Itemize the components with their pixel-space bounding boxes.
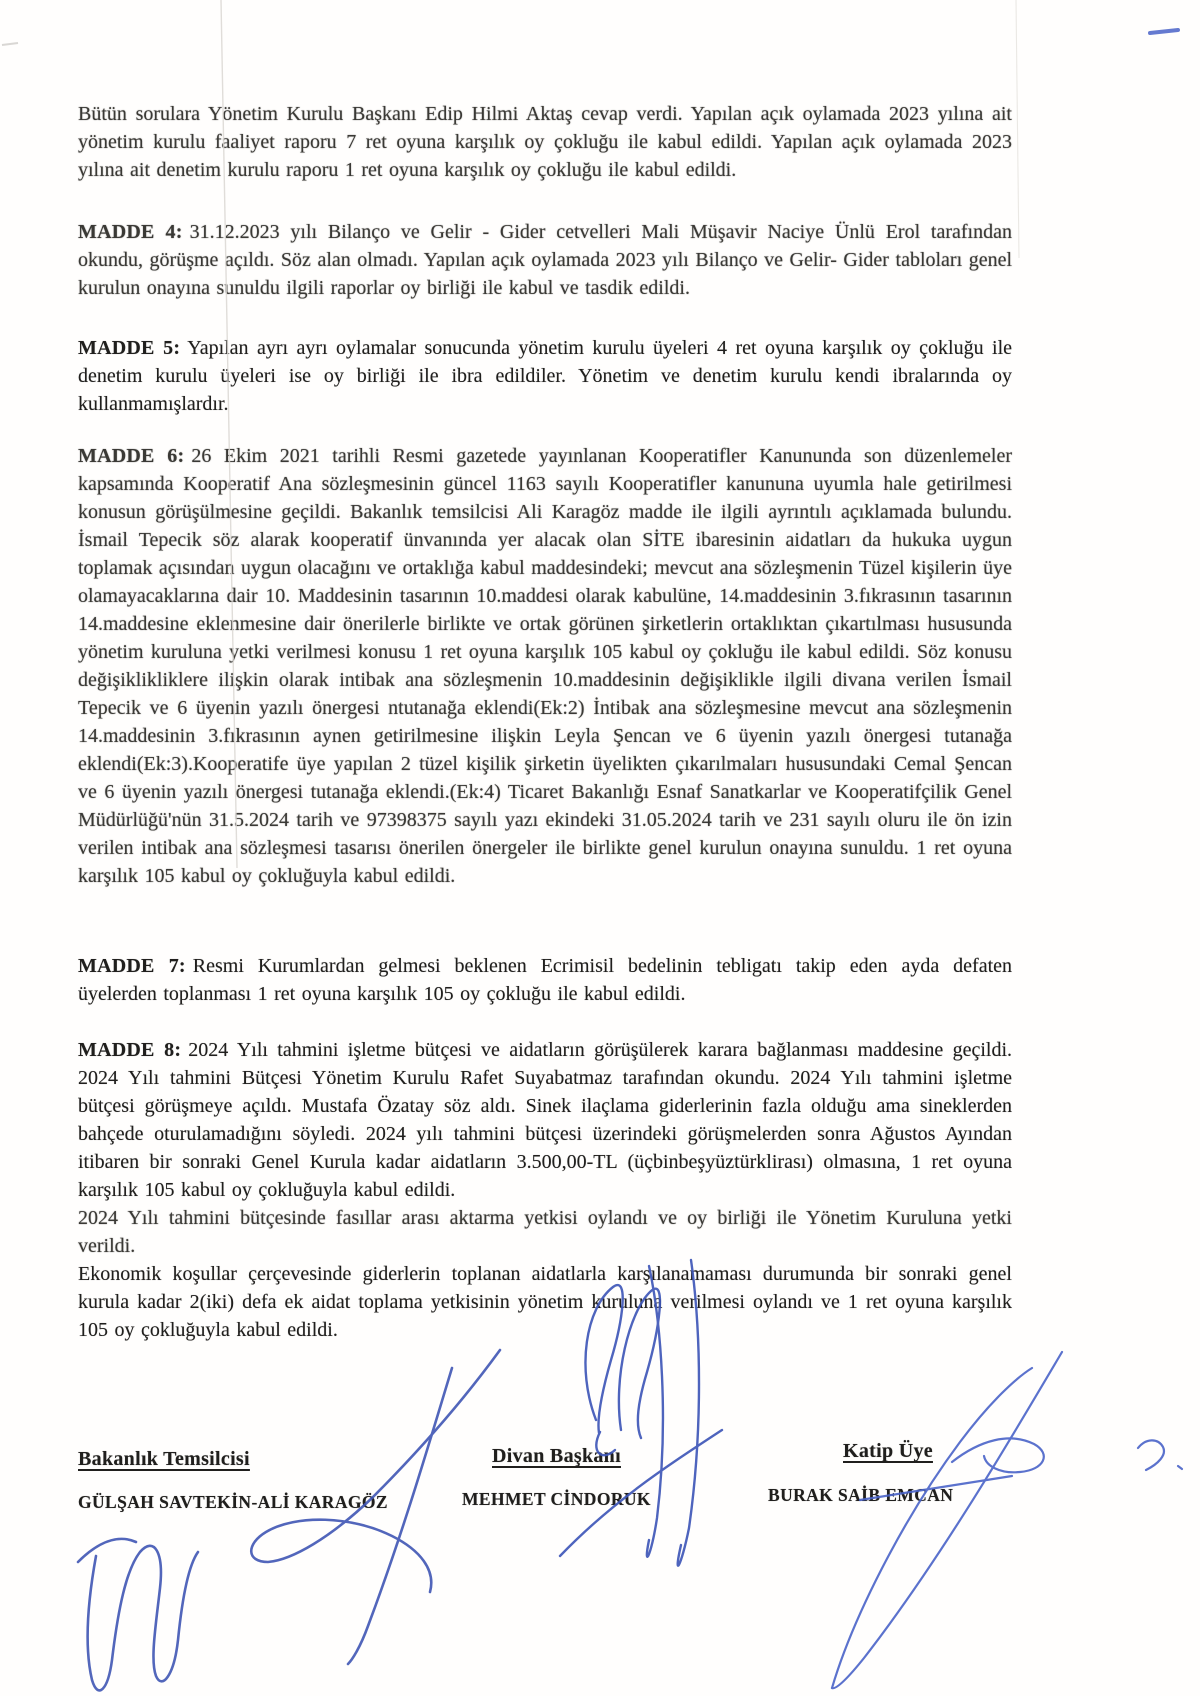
paragraph-intro: [78, 100, 1012, 184]
paragraph-madde-7: [78, 952, 1012, 1008]
signature-name-gulsah-savtekin-ali-karagoz: GÜLŞAH SAVTEKİN-ALİ KARAGÖZ: [78, 1492, 388, 1512]
madde-6-label: MADDE 6:: [78, 445, 185, 467]
signature-title-katip-uye: Katip Üye: [843, 1440, 933, 1462]
addendum-2-text: Ekonomik koşullar çerçevesinde giderlerin toplanan aidatlarla karşılanamaması durumunda bir sonraki genel kurula kadar 2(iki) defa ek aidat toplama yetkisinin yönetim kuruluna verilmesi oylandı ve 1 ret oyuna karşılık 105 oy çokluğuyla kabul edildi.: [78, 1263, 1012, 1341]
madde-4-label: MADDE 4:: [78, 221, 183, 243]
paragraph-madde-4: [78, 218, 1012, 302]
signature-title-bakanlik-temsilcisi: Bakanlık Temsilcisi: [78, 1448, 250, 1470]
signature-ink-katip-uye: [832, 1352, 1182, 1688]
madde-8-text: 2024 Yılı tahmini işletme bütçesi ve aidatların görüşülerek karara bağlanması maddesine geçildi. 2024 Yılı tahmini Bütçesi Yönetim Kurulu Rafet Suyabatmaz tarafından okundu. 2024 Yılı tahmini işletme bütçesi görüşmeye açıldı. Mustafa Özatay söz aldı. Sinek ilaçlama giderlerinin fazla olduğu ama sineklerden bahçede oturulamadığını söyledi. 2024 yılı tahmini bütçesi üzerindeki görüşmelerden sonra Ağustos Ayından itibaren bir sonraki Genel Kurula kadar aidatların 3.500,00-TL (üçbinbeşyüztürklirası) olmasına, 1 ret oyuna karşılık 105 kabul oy çokluğuyla kabul edildi.: [78, 1039, 1012, 1201]
paragraph-addendum-1: [78, 1204, 1012, 1260]
madde-8-label: MADDE 8:: [78, 1039, 182, 1061]
paragraph-addendum-2: [78, 1260, 1012, 1344]
paragraph-madde-5: [78, 334, 1012, 418]
madde-6-text: 26 Ekim 2021 tarihli Resmi gazetede yayınlanan Kooperatifler Kanununda son düzenlemeler kapsamında Kooperatif Ana sözleşmesinin güncel 1163 sayılı Kooperatifler kanununa uyumla hale getirilmesi konusun görüşülmesine geçildi. Bakanlık temsilcisi Ali Karagöz madde ile ilgili ayrıntılı açıklamada bulundu. İsmail Tepecik söz alarak kooperatif ünvanında yer alacak olan SİTE ibaresinin aidatları da hukuka uygun toplamak açısından uygun olacağını ve ortaklığa kabul maddesindeki; mevcut ana sözleşmenin Tüzel kişilerin üye olamayacaklarına dair 10. Maddesinin tasarının 10.maddesi olarak kabulüne, 14.maddesinin 3.fıkrasının tasarının 14.maddesine eklenmesine dair önerilerle birlikte ve ortak görünen şirketlerin ortaklıktan çıkartılması hususunda yönetim kuruluna yetki verilmesi konusu 1 ret oyuna karşılık 105 kabul oy çokluğu ile kabul edildi. Söz konusu değişiklikliklere ilişkin olarak intibak ana sözleşmenin 10.maddesinin değişiklikle ilgili divana verilen İsmail Tepecik ve 6 üyenin yazılı önergesi ntutanağa eklendi(Ek:2) İntibak ana sözleşmesine mevcut ana sözleşmenin 14.maddesinin 3.fıkrasının aynen getirilmesine ilişkin Leyla Şencan ve 6 üyenin yazılı önergesi tutanağa eklendi(Ek:3).Kooperatife üye yapılan 2 tüzel kişilik şirketin üyelikten çıkarılmaları hususundaki Cemal Şencan ve 6 üyenin yazılı önergesi tutanağa eklendi.(Ek:4) Ticaret Bakanlığı Esnaf Sanatkarlar ve Kooperatifçilik Genel Müdürlüğü'nün 31.5.2024 tarih ve 97398375 sayılı yazı ekindeki 31.05.2024 tarih ve 231 sayılı oluru ile ön izin verilen intibak ana sözleşmesi tasarısı önerilen önergeler ile birlikte genel kurulun onayına sunuldu. 1 ret oyuna karşılık 105 kabul oy çokluğuyla kabul edildi.: [78, 445, 1012, 887]
intro-text: Bütün sorulara Yönetim Kurulu Başkanı Edip Hilmi Aktaş cevap verdi. Yapılan açık oylamada 2023 yılına ait yönetim kurulu faaliyet raporu 7 ret oyuna karşılık oy çokluğu ile kabul edildi. Yapılan açık oylamada 2023 yılına ait denetim kurulu raporu 1 ret oyuna karşılık oy çokluğu ile kabul edildi.: [78, 103, 1012, 181]
signature-name-mehmet-cindoruk: MEHMET CİNDORUK: [462, 1489, 651, 1509]
madde-5-text: Yapılan ayrı ayrı oylamalar sonucunda yönetim kurulu üyeleri 4 ret oyuna karşılık oy çokluğu ile denetim kurulu üyeleri ise oy birliği ile ibra edildiler. Yönetim ve denetim kurulu kendi ibralarında oy kullanmamışlardır.: [78, 337, 1013, 415]
madde-5-label: MADDE 5:: [78, 337, 181, 359]
paragraph-madde-8: [78, 1036, 1012, 1204]
paragraph-madde-6: [78, 442, 1012, 890]
madde-7-text: Resmi Kurumlardan gelmesi beklenen Ecrimisil bedelinin tebligatı takip eden ayda defaten üyelerden toplanması 1 ret oyuna karşılık 105 oy çokluğu ile kabul edildi.: [78, 955, 1013, 1005]
signature-name-burak-saib-emcan: BURAK SAİB EMCAN: [768, 1485, 954, 1505]
signature-ink-bakanlik-temsilcisi: [78, 1350, 500, 1690]
edge-mark-top-left: [2, 43, 18, 45]
addendum-1-text: 2024 Yılı tahmini bütçesinde fasıllar arası aktarma yetkisi oylandı ve oy birliği ile Yönetim Kuruluna yetki verildi.: [78, 1207, 1012, 1257]
madde-7-label: MADDE 7:: [78, 955, 186, 977]
madde-4-text: 31.12.2023 yılı Bilanço ve Gelir - Gider cetvelleri Mali Müşavir Naciye Ünlü Erol tarafından okundu, görüşme açıldı. Söz alan olmadı. Yapılan açık oylamada 2023 yılı Bilanço ve Gelir- Gider tabloları genel kurulun onayına sunuldu ilgili raporlar oy birliği ile kabul ve tasdik edildi.: [78, 221, 1012, 299]
fold-line-top-right: [1016, 0, 1019, 258]
document-body: [78, 100, 1012, 1344]
pen-dash-top-right-icon: [1150, 30, 1178, 33]
signature-title-divan-baskani: Divan Başkanı: [492, 1445, 621, 1467]
